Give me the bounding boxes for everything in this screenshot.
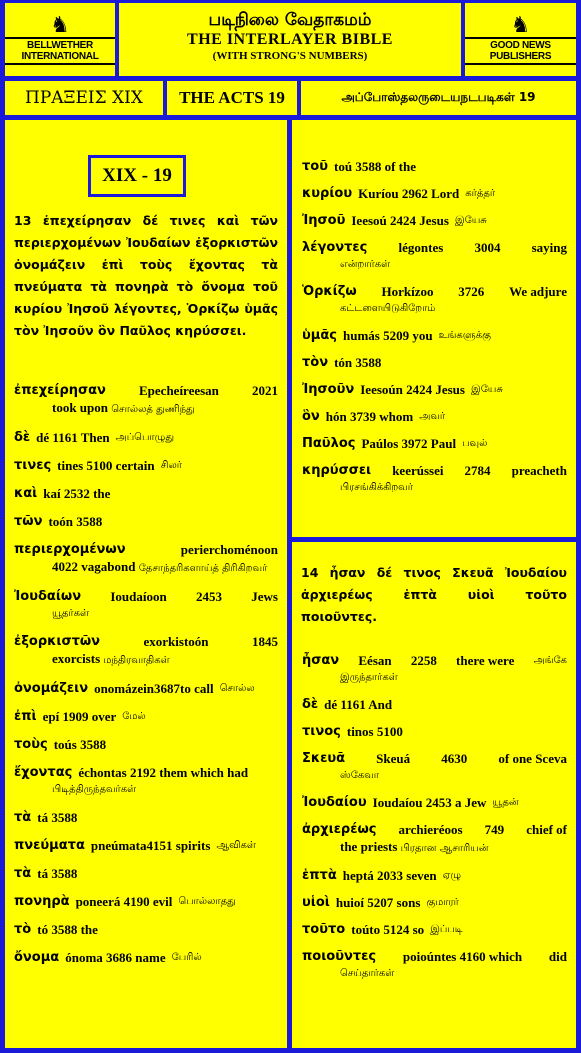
chapter-label: XIX - 19 [88,155,186,197]
word-entry [14,893,278,910]
entry-part: there were [456,653,515,668]
tamil-gloss: செய்தார்கள் [340,968,395,979]
entry-part: toús 3588 [53,737,107,752]
tamil-gloss: உங்களுக்கு [438,330,491,341]
word-entry [14,382,278,418]
entry-part: 2258 [410,653,437,668]
entry-part: dé 1161 Then [36,430,110,445]
tamil-gloss: யூதன் [492,797,519,808]
greek-word: ὃν [302,409,320,424]
entry-part: 2784 [464,463,491,478]
word-entry [14,764,278,798]
word-entry [14,865,278,882]
word-entry [14,708,278,725]
greek-word: τινες [14,458,52,473]
verse-13-text: 13 ἐπεχείρησαν δέ τινες καὶ τῶν περιερχομένων Ἰουδαίων ἐξορκιστῶν ὀνομάζειν ἐπὶ τοὺς ἔχοντας τὰ πνεύματα τὰ πονηρὰ τὸ ὄνομα τοῦ κυρίου Ἰησοῦ λέγοντες, Ὁρκίζω ὑμᾶς τὸν Ἰησοῦν ὃν Παῦλος κηρύσσει. [14,213,278,338]
entry-part: toúto 5124 so [351,922,425,937]
tamil-gloss: கர்த்தர் [465,188,496,199]
greek-word: Ἰησοῦν [302,382,355,397]
shepherd-icon: ♞ [510,12,531,38]
greek-word: ὀνομάζειν [14,681,89,696]
word-entry [302,435,567,452]
word-entry [302,652,567,686]
greek-word: Ἰησοῦ [302,213,346,228]
word-entry [302,462,567,496]
entry-part: archieréoos [398,822,463,837]
entry-part: 3726 [458,284,485,299]
tamil-gloss: மேல் [122,711,146,722]
logo-left [5,3,115,76]
title-tamil: படிநிலை வேதாகமம் [208,10,372,30]
entry-part: tó 3588 the [37,922,98,937]
greek-word: δὲ [302,697,319,712]
entry-part: hón 3739 whom [325,409,414,424]
word-entry [302,867,567,884]
word-entry [14,429,278,446]
greek-word: ἑπτὰ [302,868,337,883]
entry-part: chief of [526,822,567,837]
word-entry [302,354,567,371]
greek-word: Σκευᾶ [302,751,346,766]
tamil-gloss: குமாரர் [426,897,459,908]
greek-word: πνεύματα [14,838,85,853]
greek-word: ἦσαν [302,653,340,668]
greek-word: ποιοῦντες [302,949,377,964]
tamil-gloss: ஏழு [442,870,462,881]
word-entry [302,921,567,938]
word-entry [14,513,278,530]
word-entry [14,736,278,753]
greek-word: Παῦλος [302,436,356,451]
entry-part: légontes [398,240,444,255]
entry-part: toón 3588 [48,514,103,529]
word-entry [302,212,567,229]
entry-part: onomázein3687to call [94,681,214,696]
tamil-gloss: அங்கே [533,655,567,666]
entry-part: tá 3588 [37,866,78,881]
word-entry [302,327,567,344]
word-entry [14,633,278,669]
entry-part: Ieesoú 2424 Jesus [351,213,449,228]
tamil-gloss: அப்பொழுது [115,432,174,443]
entry-part: Epecheíreesan [139,383,219,398]
tamil-gloss: சொல்ல [219,683,255,694]
greek-word: τὰ [14,866,32,881]
greek-word: ἀρχιερέως [302,822,377,837]
greek-word: Ἰουδαίου [302,795,367,810]
entry-part: preacheth [511,463,567,478]
greek-word: ὄνομα [14,950,60,965]
shepherd-icon: ♞ [50,12,70,38]
entry-part: of one Sceva [498,751,567,766]
entry-part: poioúntes 4160 which [402,949,523,964]
word-entry [14,541,278,577]
word-entry [302,239,567,273]
tamil-gloss: தேசாந்தரிகளாய்த் திரிகிறவர் [138,563,268,574]
word-entry [14,949,278,966]
word-entry [14,809,278,826]
word-entry [302,750,567,784]
tamil-gloss: சொல்லத் துணிந்து [111,404,195,415]
word-entry [302,894,567,911]
right-top-word-list [302,158,567,506]
entry-part: Ioudaíou 2453 a Jew [372,795,487,810]
entry-continuation: exorcists [52,651,104,666]
word-entry [14,837,278,854]
word-entry [302,948,567,982]
word-entry [302,283,567,317]
tamil-gloss: பிரசங்கிக்கிறவர் [340,482,413,493]
book-english: THE ACTS 19 [167,81,297,115]
entry-part: keerússei [392,463,444,478]
tamil-gloss: பவுல் [462,438,488,449]
entry-part: poneerá 4190 evil [75,894,173,909]
entry-part: kaí 2532 the [43,486,111,501]
greek-word: καὶ [14,486,38,501]
entry-part: tá 3588 [37,810,78,825]
greek-word: τοῦτο [302,922,346,937]
entry-continuation: took upon [52,400,112,415]
greek-word: τῶν [14,514,43,529]
word-entry [14,457,278,474]
tamil-gloss: என்றார்கள் [340,259,391,270]
tamil-gloss: யூதர்கள் [52,608,90,619]
entry-part: 2453 [195,589,222,604]
entry-part: Kuríou 2962 Lord [358,186,460,201]
title-block [119,3,461,76]
word-entry [302,794,567,811]
greek-word: ἔχοντας [14,765,73,780]
entry-part: 749 [484,822,505,837]
greek-word: κυρίου [302,186,353,201]
greek-word: Ὁρκίζω [302,284,357,299]
word-entry [302,185,567,202]
word-entry [14,921,278,938]
tamil-gloss: மந்திரவாதிகள் [103,655,170,666]
entry-part: 4630 [441,751,468,766]
greek-word: ἐξορκιστῶν [14,634,101,649]
entry-part: saying [531,240,567,255]
entry-part: tón 3588 [334,355,382,370]
word-entry [14,680,278,697]
tamil-gloss: பிடித்திருந்தவர்கள் [52,784,137,795]
word-entry [302,408,567,425]
greek-word: τοῦ [302,159,329,174]
entry-continuation: the priests [340,839,401,854]
entry-part: 3004 [474,240,501,255]
entry-part: did [548,949,567,964]
greek-word: Ἰουδαίων [14,589,82,604]
tamil-gloss: பேரில் [171,952,202,963]
tamil-gloss: பிரதான ஆசாரியன் [400,843,489,854]
greek-word: λέγοντες [302,240,368,255]
left-word-list [14,382,278,977]
tamil-gloss: இயேசு [470,384,503,395]
greek-word: πονηρὰ [14,894,70,909]
greek-word: τὰ [14,810,32,825]
word-entry [14,485,278,502]
tamil-gloss: கட்டளையிடுகிறோம் [340,303,436,314]
greek-word: κηρύσσει [302,463,372,478]
entry-part: Skeuá [376,751,411,766]
word-entry [302,158,567,175]
tamil-gloss: இப்படி [430,924,463,935]
entry-part: tines 5100 certain [57,458,155,473]
greek-word: δὲ [14,430,31,445]
entry-part: 2021 [252,383,278,398]
greek-word: υἱοὶ [302,895,330,910]
title-english: THE INTERLAYER BIBLE [187,31,393,48]
entry-part: Paúlos 3972 Paul [361,436,457,451]
entry-part: 1845 [252,634,278,649]
entry-part: Jews [251,589,278,604]
entry-part: epí 1909 over [42,709,117,724]
entry-part: exorkistoón [143,634,209,649]
right-bottom-word-list [302,652,567,992]
logo-right [465,3,576,76]
tamil-gloss: இயேசு [454,215,487,226]
tamil-gloss: ஆவிகள் [216,840,256,851]
entry-part: Eésan [358,653,392,668]
entry-part: ónoma 3686 name [65,950,166,965]
entry-part: toú 3588 of the [334,159,416,174]
word-entry [302,696,567,713]
word-entry [302,821,567,857]
entry-part: dé 1161 And [324,697,393,712]
greek-word: ἐπεχείρησαν [14,383,106,398]
book-greek: ΠΡΑΞΕΙΣ XIX [5,81,163,115]
entry-part: heptá 2033 seven [342,868,437,883]
greek-word: ὑμᾶς [302,328,337,343]
entry-part: pneúmata4151 spirits [90,838,211,853]
verse-14-text: 14 ἦσαν δέ τινος Σκευᾶ Ἰουδαίου ἀρχιερέως ἑπτὰ υἱοὶ τοῦτο ποιοῦντες. [301,565,567,624]
subtitle: (WITH STRONG'S NUMBERS) [212,50,368,62]
book-tamil: அப்போஸ்தலருடையநடபடிகள் 19 [301,81,576,115]
greek-word: τὸ [14,922,32,937]
greek-word: τὸν [302,355,329,370]
greek-word: τοὺς [14,737,48,752]
entry-part: Ieesoún 2424 Jesus [360,382,465,397]
entry-part: perierchoménoon [180,542,278,557]
entry-part: Ioudaíoon [110,589,167,604]
logo-right-text: GOOD NEWS PUBLISHERS [465,37,576,65]
tamil-gloss: இருந்தார்கள் [340,672,398,683]
entry-part: Horkízoo [381,284,434,299]
tamil-gloss: அவர் [419,411,446,422]
word-entry [14,588,278,622]
tamil-gloss: பொல்லாதது [178,896,236,907]
entry-part: échontas 2192 them which had [78,765,249,780]
entry-part: tinos 5100 [346,724,403,739]
greek-word: τινος [302,724,341,739]
entry-part: huioí 5207 sons [335,895,421,910]
tamil-gloss: சிலர் [160,460,183,471]
word-entry [302,723,567,740]
entry-part: humás 5209 you [342,328,433,343]
entry-continuation: 4022 vagabond [52,559,139,574]
greek-word: ἐπὶ [14,709,37,724]
logo-left-text: BELLWETHER INTERNATIONAL [5,37,115,65]
word-entry [302,381,567,398]
entry-part: We adjure [509,284,567,299]
greek-word: περιερχομένων [14,542,126,557]
tamil-gloss: ஸ்கேவா [340,770,380,781]
